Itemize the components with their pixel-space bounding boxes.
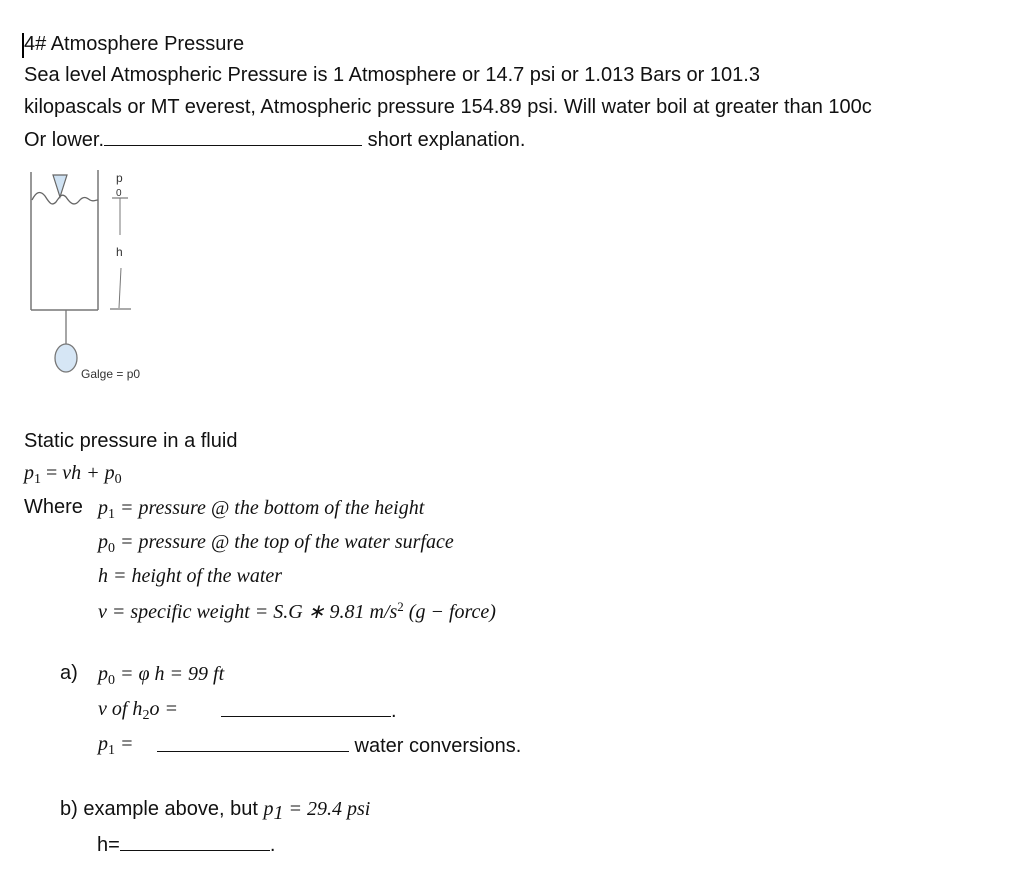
part-a-specific-weight: [98, 698, 178, 724]
eq-equals: =: [41, 462, 63, 484]
dimension-line-lower: [119, 268, 121, 308]
water-level-triangle-icon: [53, 175, 67, 197]
def-text: = specific weight = S.G ∗ 9.81 m/s: [106, 601, 398, 623]
part-b-h-label: h=: [97, 834, 120, 856]
blank-period: .: [269, 834, 276, 856]
part-a-given: [98, 663, 224, 689]
definition-v: [98, 599, 496, 624]
part-b-sym: p: [263, 798, 274, 820]
problem-intro-line2: kilopascals or MT everest, Atmospheric pressure 154.89 psi. Will water boil at greater than 100c: [24, 96, 872, 118]
answer-row-p1: [157, 733, 521, 758]
given-sym: p: [98, 663, 108, 685]
part-b-statement: [60, 798, 370, 825]
part-b-prefix: b) example above, but: [60, 798, 264, 820]
diagram-label-p-sub: 0: [116, 188, 122, 199]
diagram-label-p: p: [116, 171, 123, 185]
def-sub: 0: [108, 541, 115, 556]
def-text: = height of the water: [108, 565, 283, 587]
v-h2o-text: ν of h: [98, 698, 143, 720]
gauge-label: Galge = p0: [81, 367, 141, 381]
intro-line3-suffix: short explanation.: [362, 129, 526, 151]
p1-text: =: [115, 733, 134, 755]
pressure-gauge-icon: [55, 344, 77, 372]
definition-p0: [98, 531, 454, 557]
p1-suffix: water conversions.: [349, 735, 522, 757]
given-text: = φ h = 99 ft: [115, 663, 225, 685]
answer-blank-h[interactable]: [120, 832, 270, 851]
where-label: Where: [24, 496, 83, 518]
tank-diagram: [0, 160, 200, 390]
p1-sub: 1: [108, 743, 115, 758]
def-text: = pressure @ the bottom of the height: [115, 497, 425, 519]
tank: [31, 170, 98, 310]
problem-intro-line1: Sea level Atmospheric Pressure is 1 Atmosphere or 14.7 psi or 1.013 Bars or 101.3: [24, 64, 760, 86]
v-h2o-tail: o =: [149, 698, 178, 720]
definition-p1: [98, 497, 424, 523]
intro-line3-prefix: Or lower.: [24, 129, 105, 151]
part-a-p1: [98, 733, 134, 759]
theory-heading: Static pressure in a fluid: [24, 430, 238, 452]
part-a-label: a): [60, 662, 78, 684]
def-sym: p: [98, 531, 108, 553]
eq-rhs: vh + p: [62, 462, 115, 484]
water-surface: [32, 193, 98, 204]
problem-title: 4# Atmosphere Pressure: [24, 33, 245, 55]
def-sym: v: [98, 601, 107, 623]
eq-rhs-sub: 0: [114, 472, 122, 487]
def-tail: (g − force): [403, 601, 496, 623]
part-b-sub: 1: [273, 802, 284, 824]
answer-blank-v[interactable]: [221, 698, 391, 717]
def-sup: 2: [397, 599, 404, 614]
definition-h: [98, 565, 282, 588]
part-b-answer-row: [97, 832, 275, 857]
answer-blank-p1[interactable]: [157, 733, 349, 752]
eq-lhs-sub: 1: [34, 472, 41, 487]
def-sub: 1: [108, 507, 115, 522]
answer-row-v: [221, 698, 397, 723]
v-h2o-sub: 2: [142, 708, 150, 723]
blank-period: .: [391, 700, 397, 722]
def-sym: p: [98, 497, 108, 519]
problem-intro-line3: [24, 127, 525, 152]
eq-lhs: p: [24, 462, 34, 484]
diagram-label-h: h: [116, 245, 123, 259]
p1-sym: p: [98, 733, 108, 755]
height-dimension: [110, 171, 131, 309]
part-b-text: = 29.4 psi: [283, 798, 371, 820]
answer-blank-boil[interactable]: [104, 127, 362, 146]
given-sub: 0: [108, 673, 115, 688]
def-sym: h: [98, 565, 108, 587]
def-text: = pressure @ the top of the water surface: [115, 531, 454, 553]
static-pressure-equation: [24, 462, 122, 488]
